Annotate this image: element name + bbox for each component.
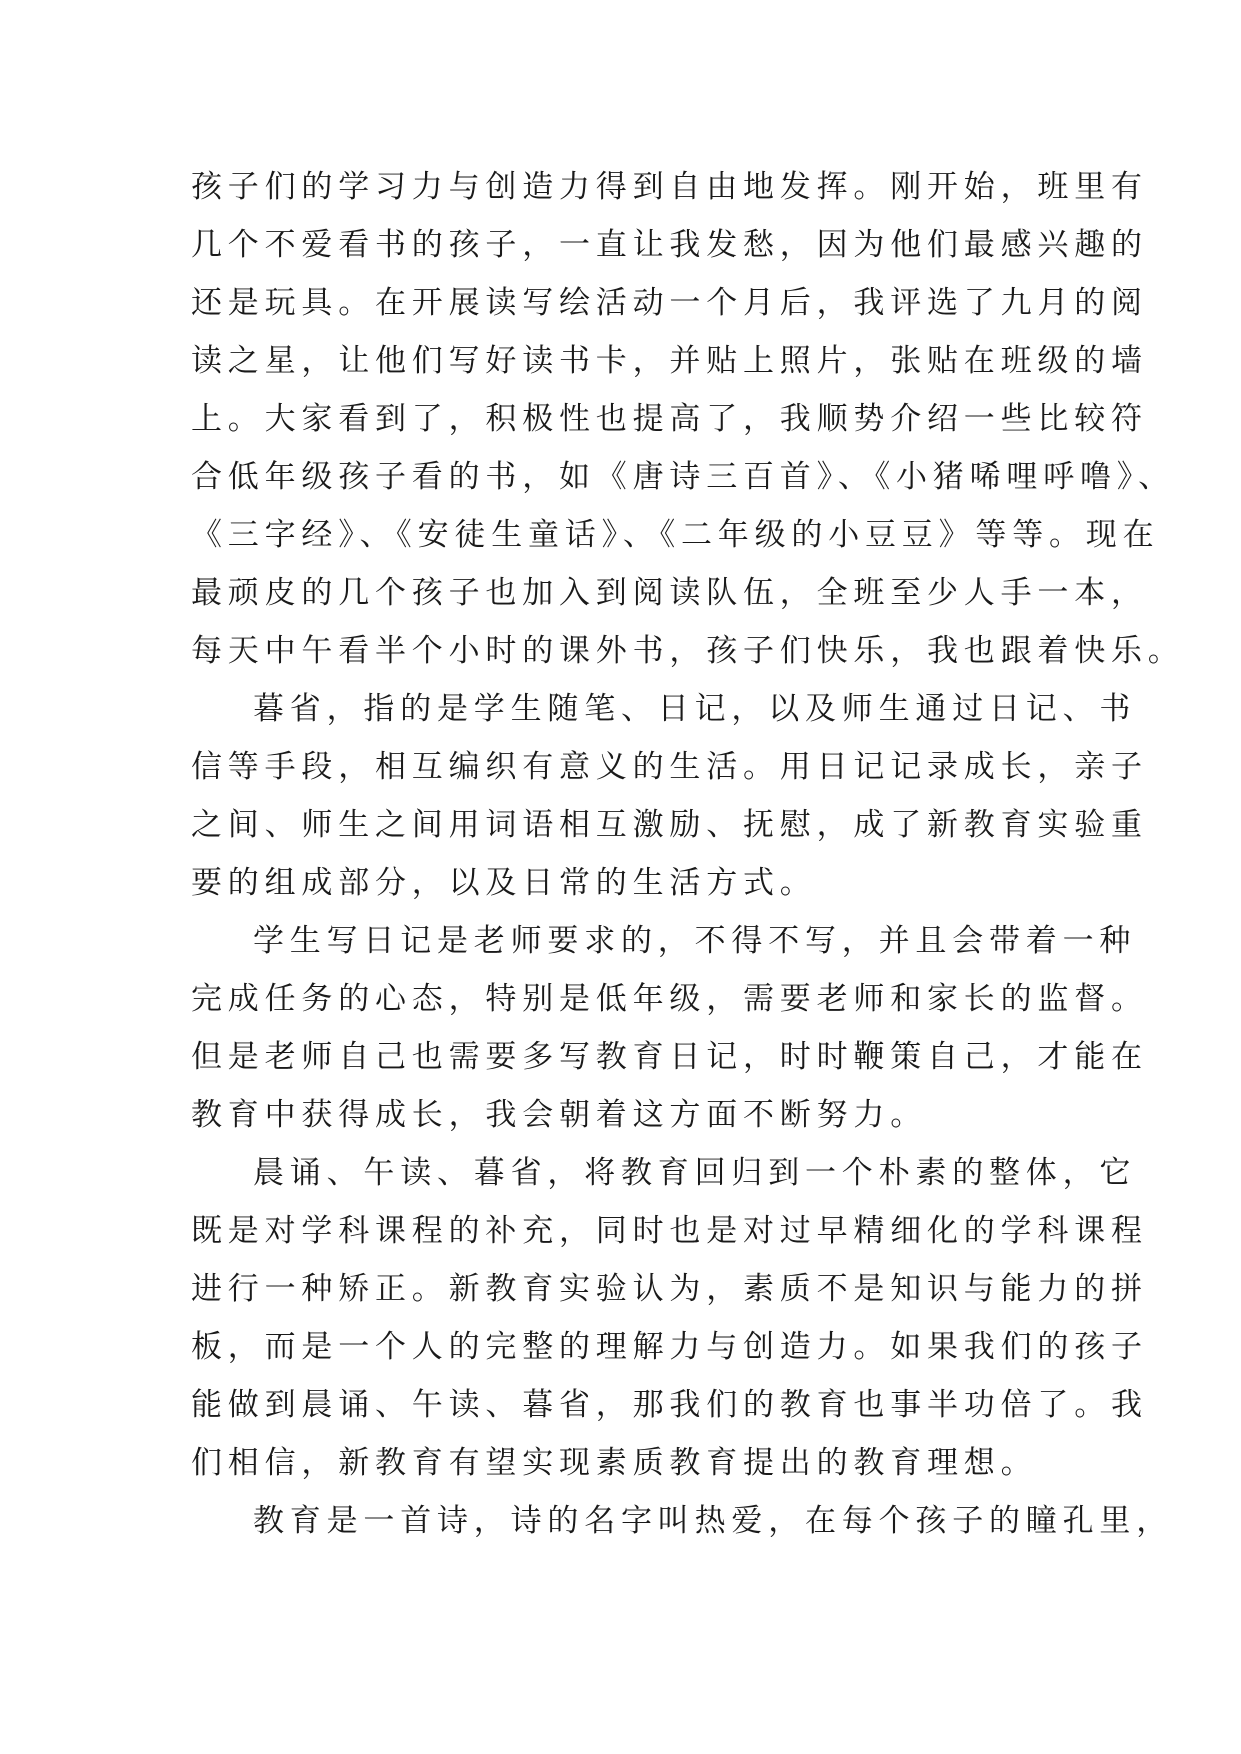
text-line: 能做到晨诵、午读、暮省，那我们的教育也事半功倍了。我 <box>191 1387 1148 1423</box>
text-line: 既是对学科课程的补充，同时也是对过早精细化的学科课程 <box>191 1213 1148 1249</box>
text-line: 读之星，让他们写好读书卡，并贴上照片，张贴在班级的墙 <box>191 343 1148 379</box>
text-line: 之间、师生之间用词语相互激励、抚慰，成了新教育实验重 <box>191 807 1148 843</box>
text-line: 但是老师自己也需要多写教育日记，时时鞭策自己，才能在 <box>191 1039 1148 1075</box>
paragraph-first-line: 晨诵、午读、暮省，将教育回归到一个朴素的整体，它 <box>253 1155 1137 1191</box>
text-line: 板，而是一个人的完整的理解力与创造力。如果我们的孩子 <box>191 1329 1148 1365</box>
text-line: 每天中午看半个小时的课外书，孩子们快乐，我也跟着快乐。 <box>191 633 1185 669</box>
text-line: 《三字经》、《安徒生童话》、《二年级的小豆豆》等等。现在 <box>191 517 1160 553</box>
paragraph-first-line: 教育是一首诗，诗的名字叫热爱，在每个孩子的瞳孔里， <box>253 1503 1173 1539</box>
paragraph-first-line: 暮省，指的是学生随笔、日记，以及师生通过日记、书 <box>253 691 1137 727</box>
paragraph-first-line: 学生写日记是老师要求的，不得不写，并且会带着一种 <box>253 923 1137 959</box>
text-line: 几个不爱看书的孩子，一直让我发愁，因为他们最感兴趣的 <box>191 227 1148 263</box>
text-line: 进行一种矫正。新教育实验认为，素质不是知识与能力的拼 <box>191 1271 1148 1307</box>
text-line: 孩子们的学习力与创造力得到自由地发挥。刚开始，班里有 <box>191 169 1148 205</box>
text-line: 最顽皮的几个孩子也加入到阅读队伍，全班至少人手一本， <box>191 575 1148 611</box>
text-line: 完成任务的心态，特别是低年级，需要老师和家长的监督。 <box>191 981 1148 1017</box>
text-line: 上。大家看到了，积极性也提高了，我顺势介绍一些比较符 <box>191 401 1148 437</box>
text-line: 还是玩具。在开展读写绘活动一个月后，我评选了九月的阅 <box>191 285 1148 321</box>
text-line: 信等手段，相互编织有意义的生活。用日记记录成长，亲子 <box>191 749 1148 785</box>
text-line: 教育中获得成长，我会朝着这方面不断努力。 <box>191 1097 927 1133</box>
text-line: 要的组成部分，以及日常的生活方式。 <box>191 865 817 901</box>
text-line: 合低年级孩子看的书，如《唐诗三百首》、《小猪唏哩呼噜》、 <box>191 459 1175 495</box>
text-line: 们相信，新教育有望实现素质教育提出的教育理想。 <box>191 1445 1038 1481</box>
